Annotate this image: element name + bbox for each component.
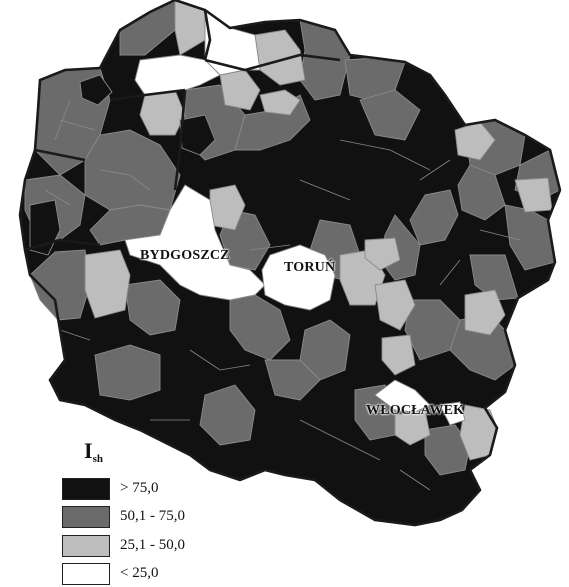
legend: [62, 438, 282, 583]
legend-label: 25,1 - 50,0: [120, 537, 185, 553]
legend-item: [62, 478, 282, 502]
district: [95, 345, 160, 400]
legend-label: < 25,0: [120, 565, 159, 581]
legend-item: [62, 563, 282, 587]
city-label-bydgoszcz: BYDGOSZCZ: [140, 248, 230, 263]
legend-swatch: [62, 506, 110, 528]
legend-title-subscript: sh: [92, 453, 103, 465]
legend-item: [62, 506, 282, 530]
legend-swatch: [62, 563, 110, 585]
legend-swatch: [62, 535, 110, 557]
legend-title: [84, 438, 103, 465]
legend-title-main: I: [84, 438, 93, 463]
city-label-torun: TORUŃ: [284, 260, 336, 275]
legend-label: > 75,0: [120, 480, 159, 496]
district: [205, 10, 260, 75]
legend-swatch: [62, 478, 110, 500]
legend-label: 50,1 - 75,0: [120, 508, 185, 524]
district: [85, 250, 130, 318]
legend-item: [62, 535, 282, 559]
city-label-wloclawek: WŁOCŁAWEK: [366, 403, 465, 418]
